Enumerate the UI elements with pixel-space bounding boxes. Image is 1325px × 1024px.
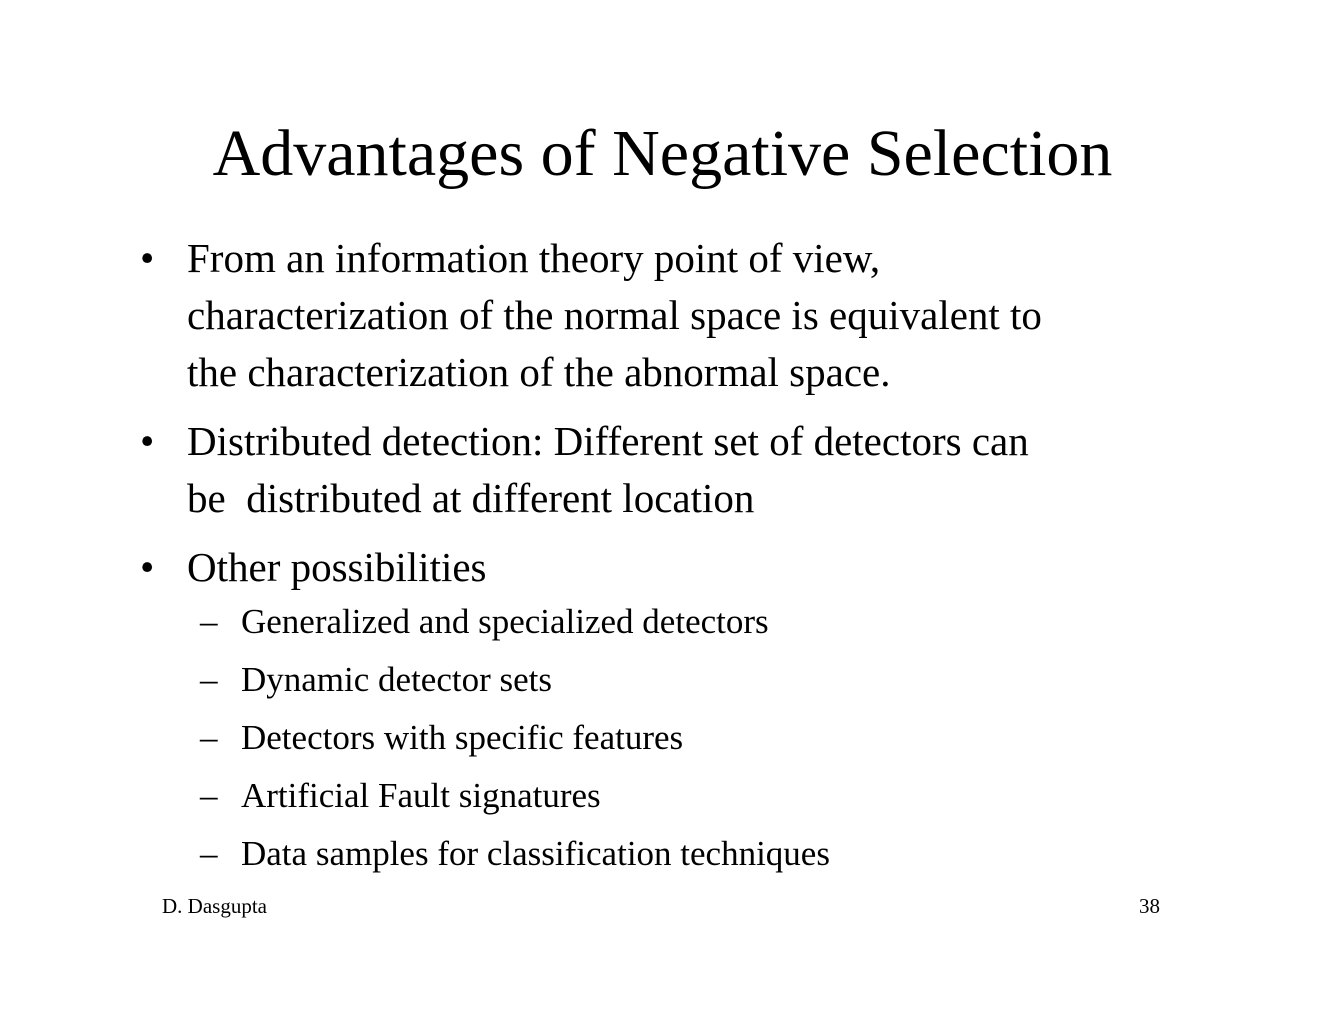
bullet-item (0, 413, 1187, 527)
sub-bullet-marker: – (200, 718, 218, 757)
sub-bullet-item (0, 598, 1187, 656)
bullet-text (187, 413, 1187, 527)
sub-bullet-text: Detectors with specific features (241, 718, 684, 757)
sub-bullet-list (0, 598, 1187, 888)
sub-bullet-text: Data samples for classification techniques (241, 834, 830, 873)
sub-bullet-text: Generalized and specialized detectors (241, 602, 769, 641)
bullet-item (0, 230, 1187, 401)
bullet-line: From an information theory point of view, (187, 235, 881, 281)
bullet-text (187, 539, 1187, 596)
sub-bullet-item (0, 772, 1187, 830)
bullet-line: be distributed at different location (187, 475, 755, 521)
bullet-marker: • (140, 418, 155, 464)
bullet-text (187, 230, 1187, 401)
bullet-marker: • (140, 544, 155, 590)
bullet-line: characterization of the normal space is equivalent to (187, 292, 1042, 338)
bullet-line: Other possibilities (187, 544, 487, 590)
sub-bullet-item (0, 830, 1187, 888)
sub-bullet-marker: – (200, 776, 218, 815)
bullet-line: the characterization of the abnormal space. (187, 349, 891, 395)
sub-bullet-item (0, 714, 1187, 772)
footer-author: D. Dasgupta (162, 894, 267, 918)
sub-bullet-text: Artificial Fault signatures (241, 776, 601, 815)
bullet-marker: • (140, 235, 155, 281)
bullet-line: Distributed detection: Different set of detectors can (187, 418, 1029, 464)
footer-page-number: 38 (1139, 894, 1160, 918)
bullet-item (0, 539, 1187, 888)
sub-bullet-marker: – (200, 602, 218, 641)
slide-title: Advantages of Negative Selection (212, 117, 1113, 190)
sub-bullet-marker: – (200, 834, 218, 873)
sub-bullet-text: Dynamic detector sets (241, 660, 553, 699)
sub-bullet-item (0, 656, 1187, 714)
bullet-list (0, 230, 1187, 900)
sub-bullet-marker: – (200, 660, 218, 699)
